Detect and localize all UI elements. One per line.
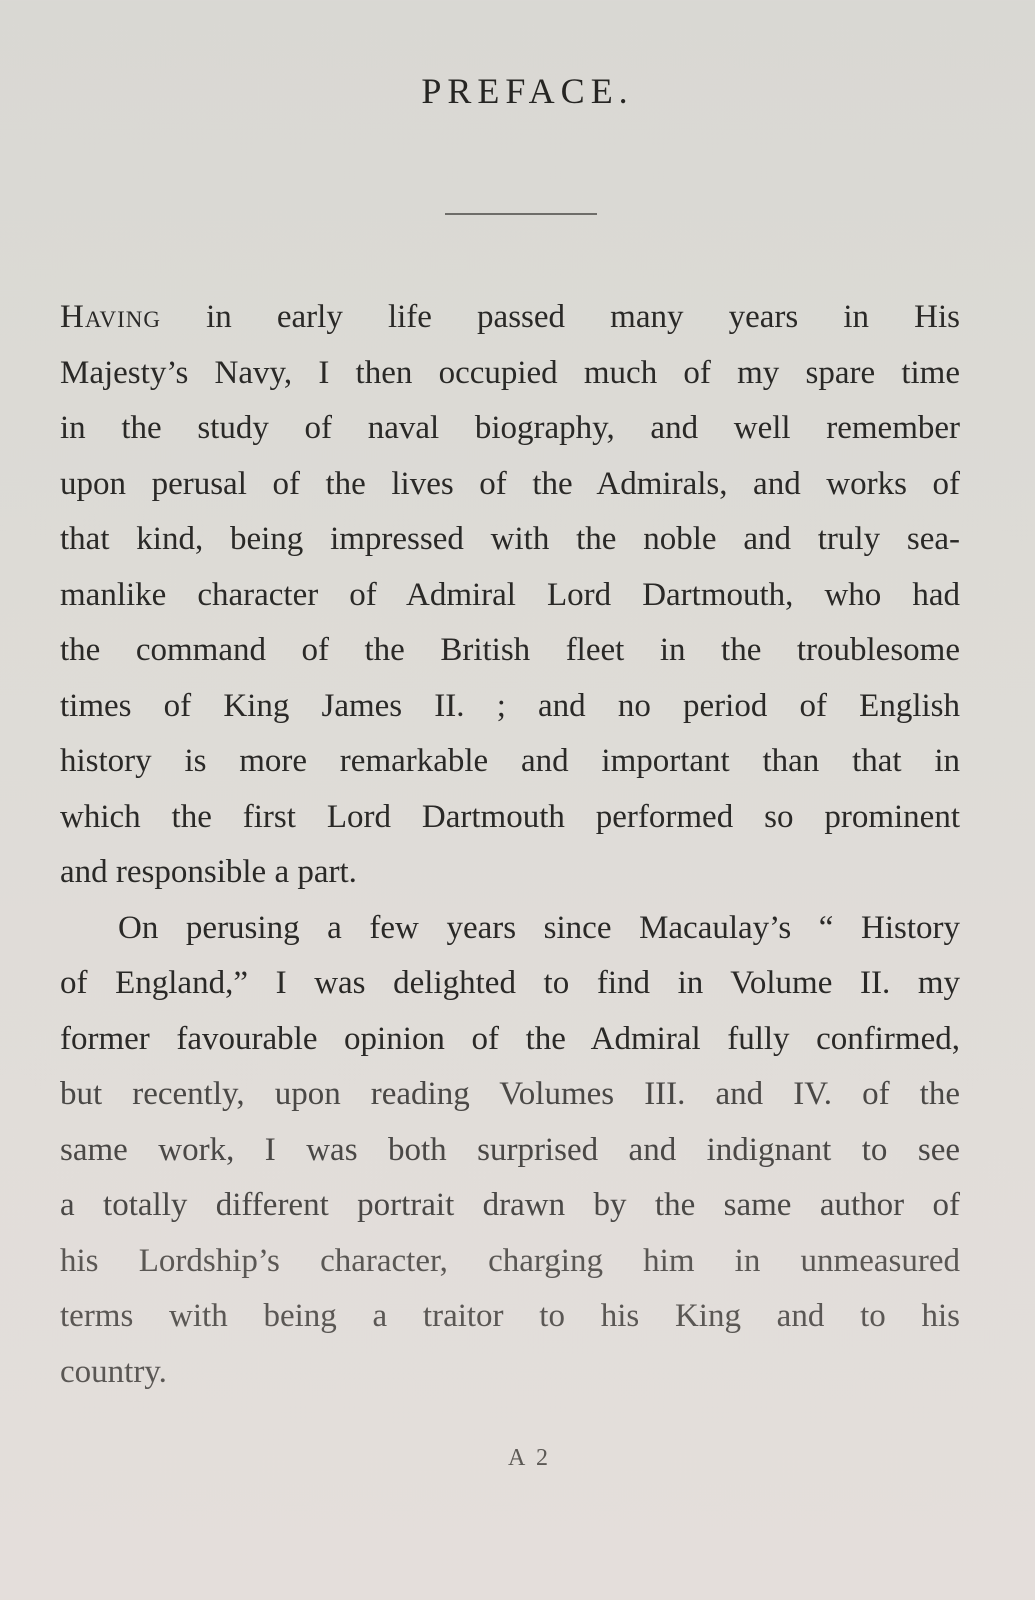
line-text: in early life passed many years in His <box>160 299 960 335</box>
text-line: that kind, being impressed with the noble and truly sea- <box>60 521 960 557</box>
text-line: On perusing a few years since Macaulay’s “ History <box>118 909 960 946</box>
text-line: his Lordship’s character, charging him in unmeasured <box>60 1242 960 1279</box>
preface-body <box>60 290 960 1400</box>
title-divider-rule <box>445 213 597 215</box>
text-line: manlike character of Admiral Lord Dartmouth, who had <box>60 576 960 613</box>
page-title: PREFACE. <box>421 71 634 111</box>
text-line: history is more remarkable and important than that in <box>60 743 960 779</box>
paragraph-1 <box>60 290 960 901</box>
text-line: the command of the British fleet in the troublesome <box>60 632 960 668</box>
text-line: in the study of naval biography, and well remember <box>60 410 960 446</box>
text-line: former favourable opinion of the Admiral fully confirmed, <box>60 1020 960 1057</box>
text-line: same work, I was both surprised and indignant to see <box>60 1131 960 1168</box>
paragraph-2 <box>60 901 960 1401</box>
text-line: and responsible a part. <box>60 854 357 890</box>
text-line: upon perusal of the lives of the Admirals, and works of <box>60 465 960 502</box>
text-line: country. <box>60 1353 167 1390</box>
signature-mark: A 2 <box>507 1445 551 1471</box>
text-line: times of King James II. ; and no period of English <box>60 687 960 724</box>
text-line: of England,” I was delighted to find in Volume II. my <box>60 965 960 1001</box>
text-line: which the first Lord Dartmouth performed so prominent <box>60 798 960 835</box>
text-line: a totally different portrait drawn by the same author of <box>60 1187 960 1223</box>
text-line <box>60 290 960 346</box>
text-line: but recently, upon reading Volumes III. and IV. of the <box>60 1076 960 1112</box>
drop-lead-word: Having <box>60 299 161 335</box>
text-line: terms with being a traitor to his King and to his <box>60 1298 960 1334</box>
text-line: Majesty’s Navy, I then occupied much of my spare time <box>60 354 960 391</box>
